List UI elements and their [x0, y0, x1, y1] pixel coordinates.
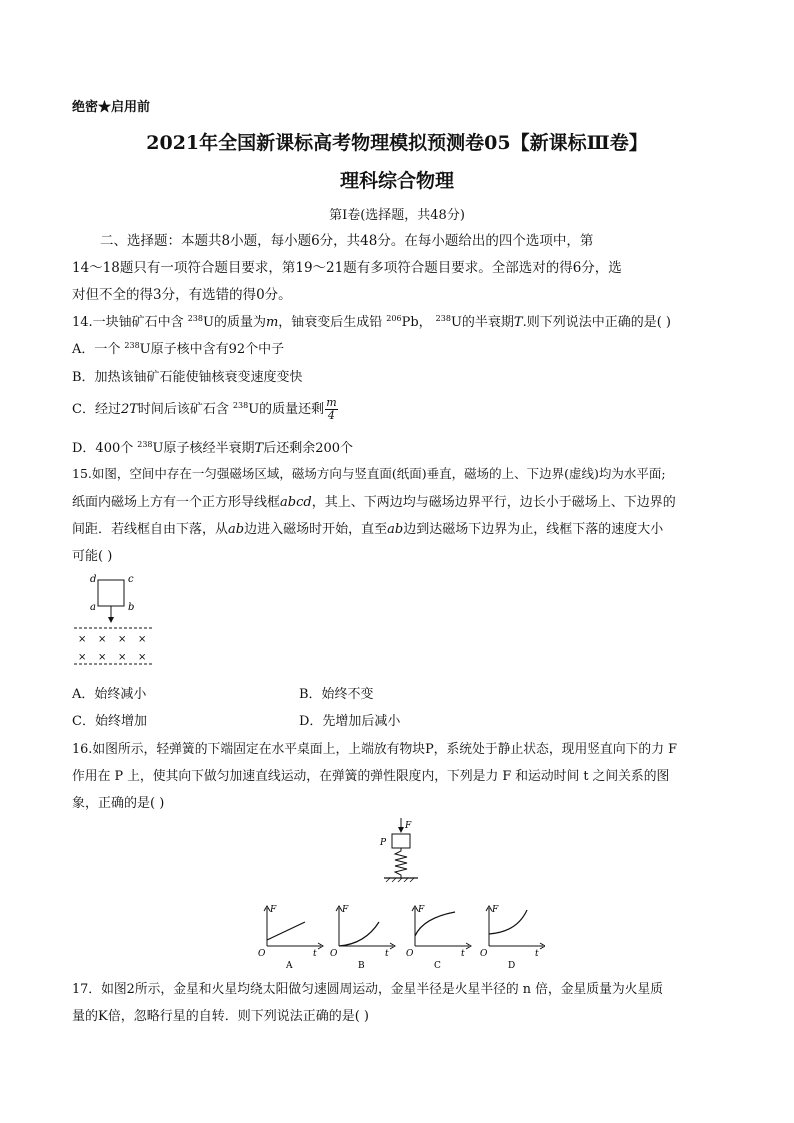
question-14-option-c: C．经过2T时间后该矿石含 $^{238}$U的质量还剩 $\frac{m}{4}$	[72, 396, 337, 422]
curve-c	[415, 912, 455, 936]
question-15-option-c: C．始终增加	[72, 714, 147, 729]
question-15-option-b: B．始终不变	[299, 687, 374, 702]
field-cross: ×	[78, 652, 87, 663]
instructions-line-3: 对但不全的得3分，有选错的得0分。	[72, 287, 292, 303]
field-cross: ×	[78, 634, 87, 645]
exam-subtitle: 理科综合物理	[339, 170, 454, 192]
spring-block-figure	[376, 816, 420, 892]
axis-label-f: F	[270, 905, 277, 915]
question-17-line-2: 量的K倍，忽略行星的自转．则下列说法正确的是( )	[72, 1009, 369, 1024]
instructions-line-2: 14～18题只有一项符合题目要求，第19～21题有多项符合题目要求。全部选对的得6分，选	[72, 260, 622, 276]
axis-label-t: t	[461, 949, 465, 959]
question-14-option-d: D．400个 $^{238}$U原子核经半衰期T后还剩余200个	[72, 440, 354, 456]
graph-c	[406, 905, 471, 970]
corner-label-a: a	[90, 602, 96, 613]
origin-label: O	[330, 949, 338, 959]
field-cross: ×	[138, 634, 147, 645]
question-14-option-b: B．加热该铀矿石能使铀核衰变速度变快	[72, 370, 303, 385]
question-14-option-a: A．一个 $^{238}$U原子核中含有92个中子	[72, 341, 285, 357]
confidential-mark: 绝密★启用前	[72, 100, 151, 115]
axis-label-t: t	[385, 949, 389, 959]
graph-d	[480, 905, 545, 970]
graph-label-a: A	[286, 961, 293, 970]
exam-title: 2021年全国新课标高考物理模拟预测卷05【新课标Ⅲ卷】	[146, 132, 648, 154]
origin-label: O	[258, 949, 266, 959]
block-p	[392, 834, 410, 848]
axis-label-t: t	[535, 949, 539, 959]
field-cross: ×	[138, 652, 147, 663]
field-cross: ×	[98, 652, 107, 663]
question-15-line-3: 间距．若线框自由下落，从ab边进入磁场时开始，直至ab边到达磁场下边界为止，线框下落的速度大小	[72, 522, 664, 537]
force-time-graphs	[255, 898, 545, 970]
question-15-line-2: 纸面内磁场上方有一个正方形导线框abcd，其上、下两边均与磁场边界平行，边长小于磁场上、下边界的	[72, 495, 676, 510]
graph-a	[258, 905, 323, 970]
field-cross: ×	[118, 652, 127, 663]
field-cross: ×	[98, 634, 107, 645]
question-16-line-1: 16.如图所示，轻弹簧的下端固定在水平桌面上，上端放有物块P，系统处于静止状态，现用竖直向下的力 F	[72, 742, 677, 757]
question-15-line-4: 可能( )	[72, 549, 113, 564]
corner-label-c: c	[128, 574, 134, 585]
question-17-line-1: 17．如图2所示，金星和火星均绕太阳做匀速圆周运动，金星半径是火星半径的 n 倍，金星质量为火星质	[72, 982, 664, 997]
graph-b	[330, 905, 395, 970]
axis-label-f: F	[342, 905, 349, 915]
graph-label-b: B	[358, 961, 365, 970]
corner-label-d: d	[90, 574, 97, 585]
field-cross: ×	[118, 634, 127, 645]
curve-b	[339, 922, 379, 946]
corner-label-b: b	[128, 602, 135, 613]
instructions-line-1: 二、选择题：本题共8小题，每小题6分，共48分。在每小题给出的四个选项中，第	[100, 233, 594, 249]
origin-label: O	[406, 949, 414, 959]
question-16-line-3: 象，正确的是( )	[72, 796, 165, 811]
curve-a	[267, 922, 305, 940]
graph-label-d: D	[508, 961, 516, 970]
block-label: P	[380, 838, 387, 848]
arrow-head	[108, 617, 114, 623]
axis-label-f: F	[418, 905, 425, 915]
question-15-option-d: D．先增加后减小	[299, 714, 401, 729]
fraction-m-over-4: $\frac{m}{4}$	[326, 396, 337, 422]
question-15-line-1: 15.如图，空间中存在一匀强磁场区域，磁场方向与竖直面(纸面)垂直，磁场的上、下边界(虚线)均为水平面;	[72, 466, 666, 481]
graph-label-c: C	[434, 961, 441, 970]
axis-label-f: F	[492, 905, 499, 915]
section-heading: 第Ⅰ卷(选择题，共48分)	[329, 208, 465, 223]
spring	[395, 848, 407, 878]
force-label: F	[405, 821, 412, 831]
origin-label: O	[480, 949, 488, 959]
question-16-line-2: 作用在 P 上，使其向下做匀加速直线运动，在弹簧的弹性限度内，下列是力 F 和运动时间 t 之间关系的图	[72, 769, 670, 784]
magnetic-field-figure	[72, 570, 162, 670]
question-15-option-a: A．始终减小	[72, 687, 147, 702]
axis-label-t: t	[313, 949, 317, 959]
question-14-stem: 14.一块铀矿石中含 $^{238}$U的质量为m，铀衰变后生成铅 $^{206}$Pb， $^{238}$U的半衰期T.则下列说法中正确的是( )	[72, 314, 672, 330]
square-loop	[98, 580, 124, 606]
force-arrow-head	[398, 827, 404, 833]
